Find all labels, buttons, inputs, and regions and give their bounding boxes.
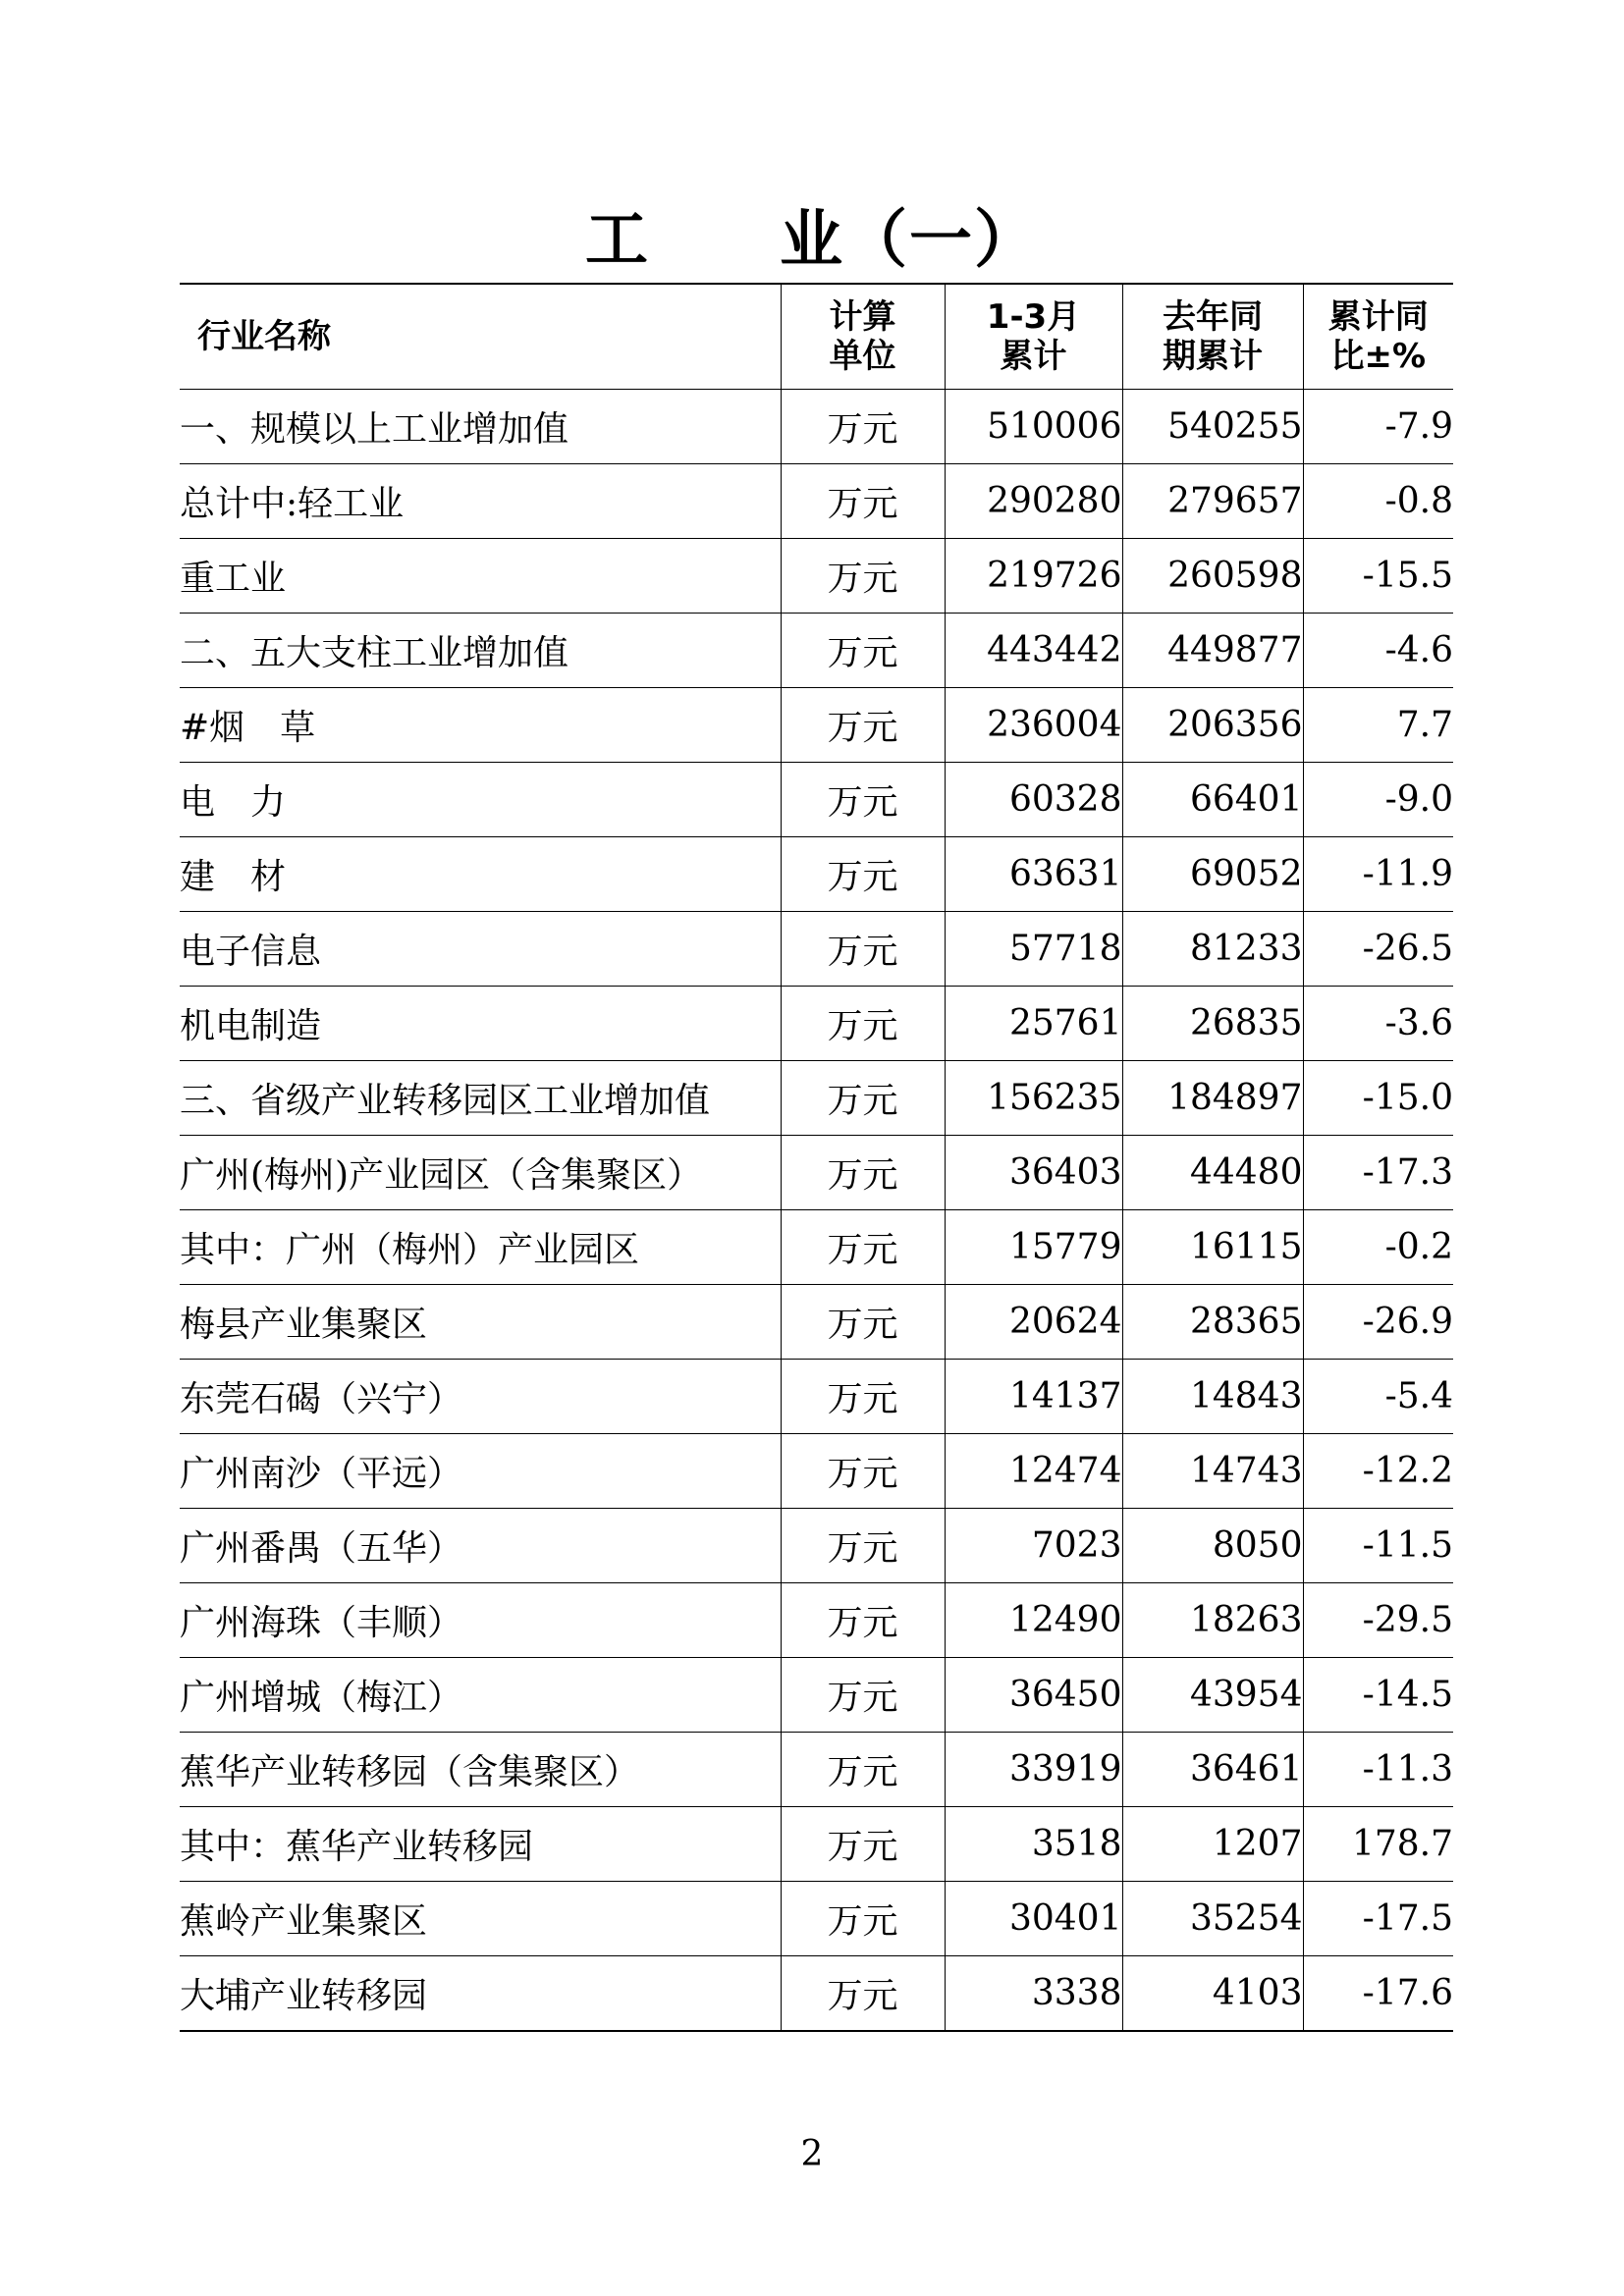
row-yoy-change: -5.4	[1303, 1360, 1453, 1434]
row-current-cumulative: 7023	[945, 1509, 1122, 1583]
row-unit: 万元	[781, 837, 945, 912]
row-industry-name: 蕉华产业转移园（含集聚区）	[180, 1733, 781, 1807]
row-industry-name: 其中：蕉华产业转移园	[180, 1807, 781, 1882]
row-yoy-change: -12.2	[1303, 1434, 1453, 1509]
row-previous-cumulative: 449877	[1122, 614, 1303, 688]
row-yoy-change: -17.3	[1303, 1136, 1453, 1210]
row-previous-cumulative: 184897	[1122, 1061, 1303, 1136]
row-previous-cumulative: 1207	[1122, 1807, 1303, 1882]
row-current-cumulative: 3338	[945, 1956, 1122, 2032]
row-current-cumulative: 443442	[945, 614, 1122, 688]
row-unit: 万元	[781, 1360, 945, 1434]
row-unit: 万元	[781, 688, 945, 763]
row-unit: 万元	[781, 539, 945, 614]
header-current-line-2: 累计	[1000, 337, 1067, 376]
row-previous-cumulative: 36461	[1122, 1733, 1303, 1807]
table-row	[180, 1136, 1453, 1210]
row-industry-name: 大埔产业转移园	[180, 1956, 781, 2032]
header-current-cumulative	[945, 284, 1122, 390]
row-previous-cumulative: 35254	[1122, 1882, 1303, 1956]
row-yoy-change: -15.0	[1303, 1061, 1453, 1136]
row-current-cumulative: 20624	[945, 1285, 1122, 1360]
row-previous-cumulative: 18263	[1122, 1583, 1303, 1658]
row-previous-cumulative: 14743	[1122, 1434, 1303, 1509]
header-previous-cumulative	[1122, 284, 1303, 390]
row-unit: 万元	[781, 1807, 945, 1882]
row-industry-name: 建 材	[180, 837, 781, 912]
table-row	[180, 688, 1453, 763]
table-row	[180, 1061, 1453, 1136]
row-current-cumulative: 36403	[945, 1136, 1122, 1210]
table-header-row	[180, 284, 1453, 390]
header-previous-line-2: 期累计	[1163, 337, 1263, 376]
row-current-cumulative: 236004	[945, 688, 1122, 763]
row-yoy-change: -14.5	[1303, 1658, 1453, 1733]
row-yoy-change: -17.5	[1303, 1882, 1453, 1956]
row-industry-name: 电 力	[180, 763, 781, 837]
row-industry-name: 总计中:轻工业	[180, 464, 781, 539]
row-unit: 万元	[781, 1733, 945, 1807]
row-unit: 万元	[781, 390, 945, 464]
row-previous-cumulative: 16115	[1122, 1210, 1303, 1285]
row-previous-cumulative: 69052	[1122, 837, 1303, 912]
row-previous-cumulative: 43954	[1122, 1658, 1303, 1733]
row-yoy-change: -4.6	[1303, 614, 1453, 688]
row-industry-name: 东莞石碣（兴宁）	[180, 1360, 781, 1434]
row-unit: 万元	[781, 1956, 945, 2032]
table-row	[180, 464, 1453, 539]
row-previous-cumulative: 540255	[1122, 390, 1303, 464]
table-row	[180, 1285, 1453, 1360]
row-industry-name: 广州增城（梅江）	[180, 1658, 781, 1733]
row-yoy-change: -11.9	[1303, 837, 1453, 912]
row-current-cumulative: 25761	[945, 987, 1122, 1061]
row-previous-cumulative: 44480	[1122, 1136, 1303, 1210]
row-current-cumulative: 63631	[945, 837, 1122, 912]
header-previous-line-1: 去年同	[1163, 297, 1263, 337]
row-unit: 万元	[781, 1434, 945, 1509]
row-unit: 万元	[781, 1509, 945, 1583]
row-industry-name: 重工业	[180, 539, 781, 614]
header-industry-name: 行业名称	[180, 284, 781, 390]
row-industry-name: 其中：广州（梅州）产业园区	[180, 1210, 781, 1285]
row-unit: 万元	[781, 1285, 945, 1360]
table-row	[180, 390, 1453, 464]
row-current-cumulative: 57718	[945, 912, 1122, 987]
row-unit: 万元	[781, 1210, 945, 1285]
row-current-cumulative: 12474	[945, 1434, 1122, 1509]
table-row	[180, 539, 1453, 614]
row-industry-name: 二、五大支柱工业增加值	[180, 614, 781, 688]
row-industry-name: 广州海珠（丰顺）	[180, 1583, 781, 1658]
row-industry-name: 梅县产业集聚区	[180, 1285, 781, 1360]
row-unit: 万元	[781, 1061, 945, 1136]
row-yoy-change: -0.8	[1303, 464, 1453, 539]
row-yoy-change: -9.0	[1303, 763, 1453, 837]
table-row	[180, 837, 1453, 912]
row-previous-cumulative: 26835	[1122, 987, 1303, 1061]
table-row	[180, 987, 1453, 1061]
row-previous-cumulative: 66401	[1122, 763, 1303, 837]
table-row	[180, 1509, 1453, 1583]
header-change-line-2: 比±%	[1330, 337, 1427, 376]
industry-stats-table	[180, 283, 1453, 2032]
row-current-cumulative: 14137	[945, 1360, 1122, 1434]
row-unit: 万元	[781, 912, 945, 987]
table-row	[180, 1583, 1453, 1658]
row-industry-name: 蕉岭产业集聚区	[180, 1882, 781, 1956]
row-current-cumulative: 290280	[945, 464, 1122, 539]
row-industry-name: 一、规模以上工业增加值	[180, 390, 781, 464]
row-yoy-change: -29.5	[1303, 1583, 1453, 1658]
row-previous-cumulative: 206356	[1122, 688, 1303, 763]
row-current-cumulative: 36450	[945, 1658, 1122, 1733]
row-industry-name: 广州(梅州)产业园区（含集聚区）	[180, 1136, 781, 1210]
table-row	[180, 1658, 1453, 1733]
table-row	[180, 1882, 1453, 1956]
row-unit: 万元	[781, 464, 945, 539]
table-row	[180, 614, 1453, 688]
row-current-cumulative: 219726	[945, 539, 1122, 614]
page-number: 2	[800, 2134, 824, 2174]
row-current-cumulative: 60328	[945, 763, 1122, 837]
row-industry-name: #烟 草	[180, 688, 781, 763]
page-title: 工 业（一）	[585, 203, 1039, 277]
table-row	[180, 1210, 1453, 1285]
row-current-cumulative: 156235	[945, 1061, 1122, 1136]
table-row	[180, 763, 1453, 837]
row-yoy-change: -26.9	[1303, 1285, 1453, 1360]
header-yoy-change	[1303, 284, 1453, 390]
table-row	[180, 1807, 1453, 1882]
row-unit: 万元	[781, 614, 945, 688]
row-yoy-change: -17.6	[1303, 1956, 1453, 2032]
row-industry-name: 广州番禺（五华）	[180, 1509, 781, 1583]
table-row	[180, 1360, 1453, 1434]
row-current-cumulative: 12490	[945, 1583, 1122, 1658]
row-yoy-change: -11.3	[1303, 1733, 1453, 1807]
header-unit-line-1: 计算	[829, 297, 896, 337]
row-previous-cumulative: 279657	[1122, 464, 1303, 539]
row-unit: 万元	[781, 763, 945, 837]
row-previous-cumulative: 28365	[1122, 1285, 1303, 1360]
row-yoy-change: -3.6	[1303, 987, 1453, 1061]
row-current-cumulative: 33919	[945, 1733, 1122, 1807]
row-yoy-change: -11.5	[1303, 1509, 1453, 1583]
row-previous-cumulative: 260598	[1122, 539, 1303, 614]
row-yoy-change: -15.5	[1303, 539, 1453, 614]
row-industry-name: 电子信息	[180, 912, 781, 987]
row-yoy-change: 7.7	[1303, 688, 1453, 763]
table-row	[180, 1956, 1453, 2032]
header-unit-line-2: 单位	[829, 337, 896, 376]
row-unit: 万元	[781, 1136, 945, 1210]
row-unit: 万元	[781, 1658, 945, 1733]
row-yoy-change: -26.5	[1303, 912, 1453, 987]
row-yoy-change: 178.7	[1303, 1807, 1453, 1882]
table-row	[180, 912, 1453, 987]
row-current-cumulative: 3518	[945, 1807, 1122, 1882]
row-industry-name: 广州南沙（平远）	[180, 1434, 781, 1509]
row-previous-cumulative: 4103	[1122, 1956, 1303, 2032]
row-yoy-change: -0.2	[1303, 1210, 1453, 1285]
row-previous-cumulative: 8050	[1122, 1509, 1303, 1583]
header-unit	[781, 284, 945, 390]
row-unit: 万元	[781, 1882, 945, 1956]
row-previous-cumulative: 14843	[1122, 1360, 1303, 1434]
row-current-cumulative: 15779	[945, 1210, 1122, 1285]
row-industry-name: 机电制造	[180, 987, 781, 1061]
row-current-cumulative: 510006	[945, 390, 1122, 464]
header-current-line-1: 1-3月	[986, 297, 1081, 337]
table-body	[180, 390, 1453, 2032]
row-previous-cumulative: 81233	[1122, 912, 1303, 987]
table-row	[180, 1434, 1453, 1509]
row-unit: 万元	[781, 1583, 945, 1658]
row-yoy-change: -7.9	[1303, 390, 1453, 464]
row-industry-name: 三、省级产业转移园区工业增加值	[180, 1061, 781, 1136]
header-change-line-1: 累计同	[1327, 297, 1429, 337]
table-row	[180, 1733, 1453, 1807]
row-current-cumulative: 30401	[945, 1882, 1122, 1956]
row-unit: 万元	[781, 987, 945, 1061]
